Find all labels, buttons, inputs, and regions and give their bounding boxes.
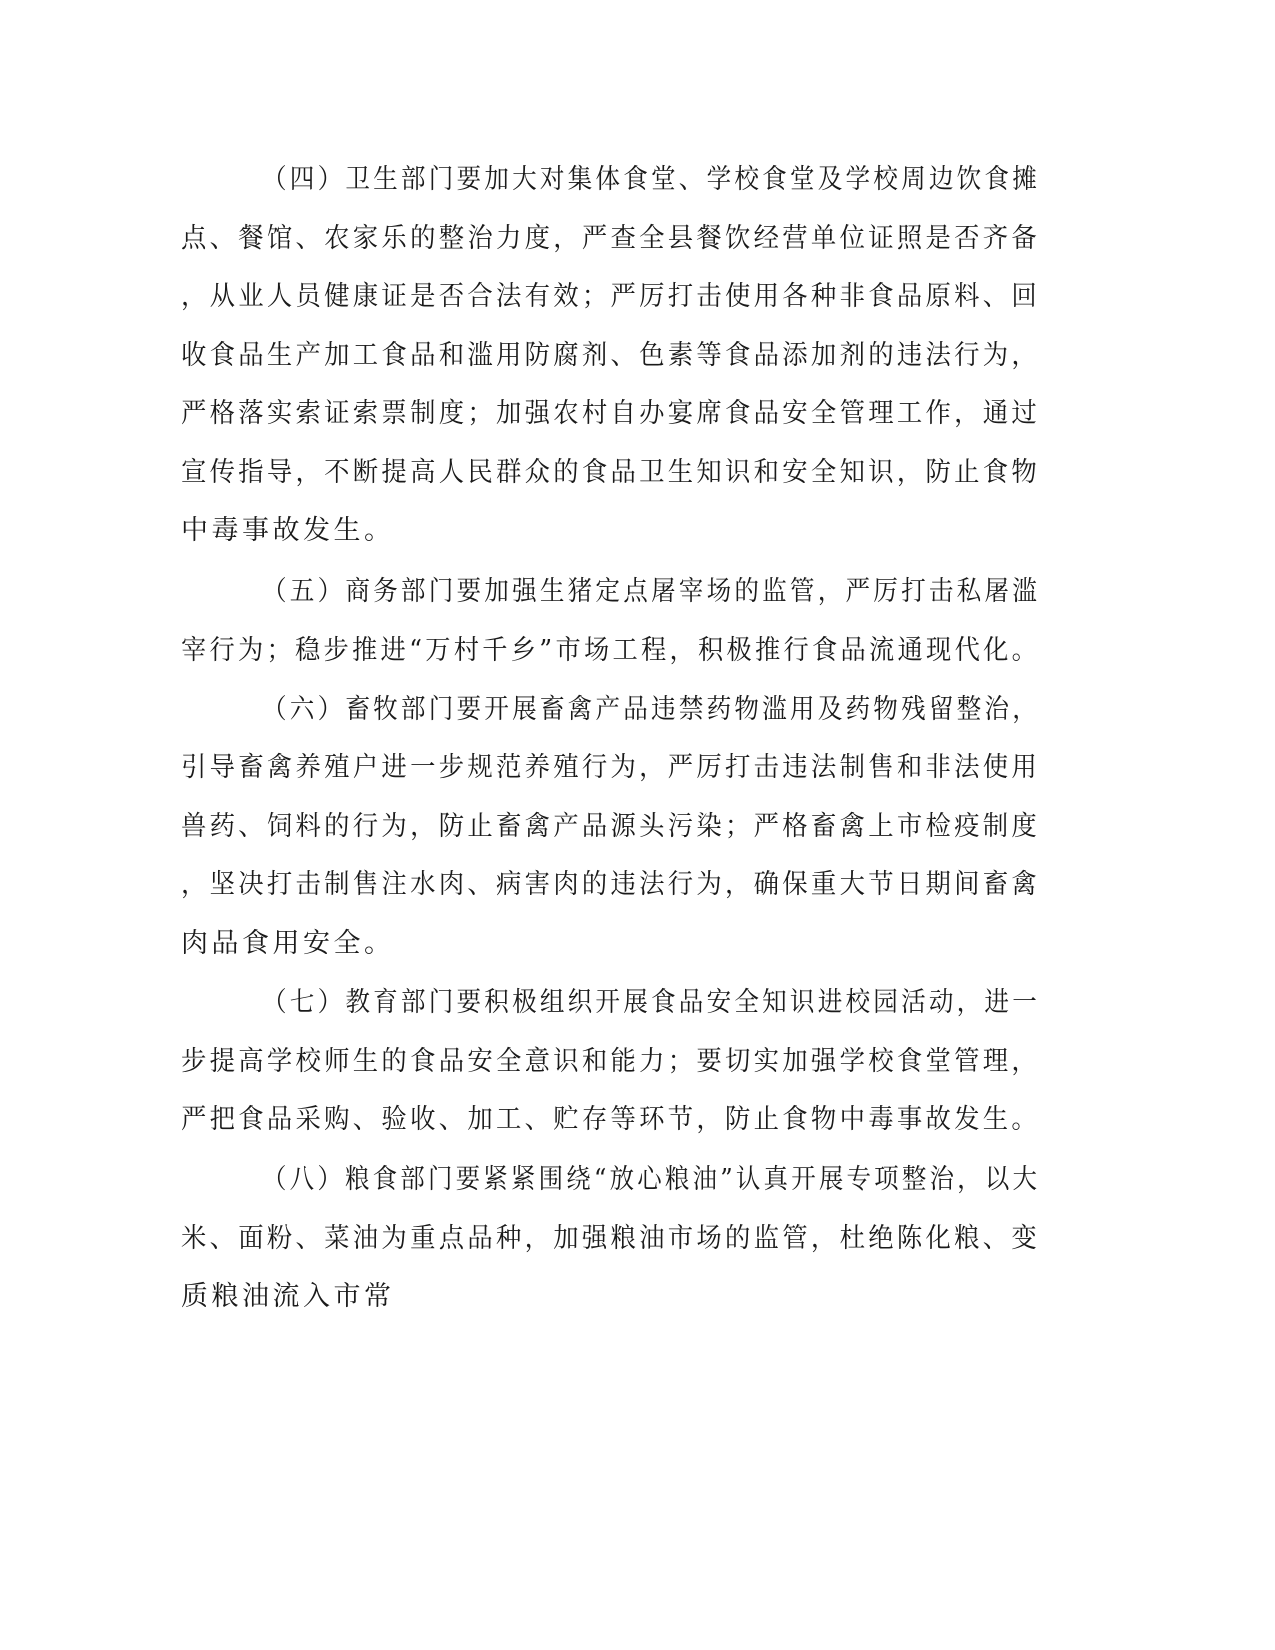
text-line: 宰行为；稳步推进“万村千乡”市场工程，积极推行食品流通现代化。	[181, 635, 1041, 666]
text-line: （七）教育部门要积极组织开展食品安全知识进校园活动，进一	[262, 987, 1040, 1018]
text-line: 宣传指导，不断提高人民群众的食品卫生知识和安全知识，防止食物	[181, 457, 1041, 488]
text-line: 严格落实索证索票制度；加强农村自办宴席食品安全管理工作，通过	[181, 398, 1041, 429]
text-line: 米、面粉、菜油为重点品种，加强粮油市场的监管，杜绝陈化粮、变	[181, 1223, 1041, 1254]
text-line: ，坚决打击制售注水肉、病害肉的违法行为，确保重大节日期间畜禽	[181, 869, 1041, 900]
text-line: 引导畜禽养殖户进一步规范养殖行为，严厉打击违法制售和非法使用	[181, 752, 1041, 783]
text-line: （五）商务部门要加强生猪定点屠宰场的监管，严厉打击私屠滥	[262, 576, 1040, 607]
text-line: 步提高学校师生的食品安全意识和能力；要切实加强学校食堂管理，	[181, 1046, 1041, 1077]
text-line: （四）卫生部门要加大对集体食堂、学校食堂及学校周边饮食摊	[262, 164, 1040, 195]
text-line: 质粮油流入市常	[181, 1281, 395, 1312]
text-line: 肉品食用安全。	[181, 928, 395, 959]
text-line: 收食品生产加工食品和滥用防腐剂、色素等食品添加剂的违法行为，	[181, 340, 1041, 371]
text-line: 点、餐馆、农家乐的整治力度，严查全县餐饮经营单位证照是否齐备	[181, 223, 1041, 254]
text-line: （六）畜牧部门要开展畜禽产品违禁药物滥用及药物残留整治，	[262, 694, 1040, 725]
text-line: ，从业人员健康证是否合法有效；严厉打击使用各种非食品原料、回	[181, 281, 1041, 312]
text-line: 严把食品采购、验收、加工、贮存等环节，防止食物中毒事故发生。	[181, 1104, 1041, 1135]
text-line: 兽药、饲料的行为，防止畜禽产品源头污染；严格畜禽上市检疫制度	[181, 811, 1041, 842]
text-line: 中毒事故发生。	[181, 515, 395, 546]
text-line: （八）粮食部门要紧紧围绕“放心粮油”认真开展专项整治，以大	[262, 1164, 1041, 1195]
